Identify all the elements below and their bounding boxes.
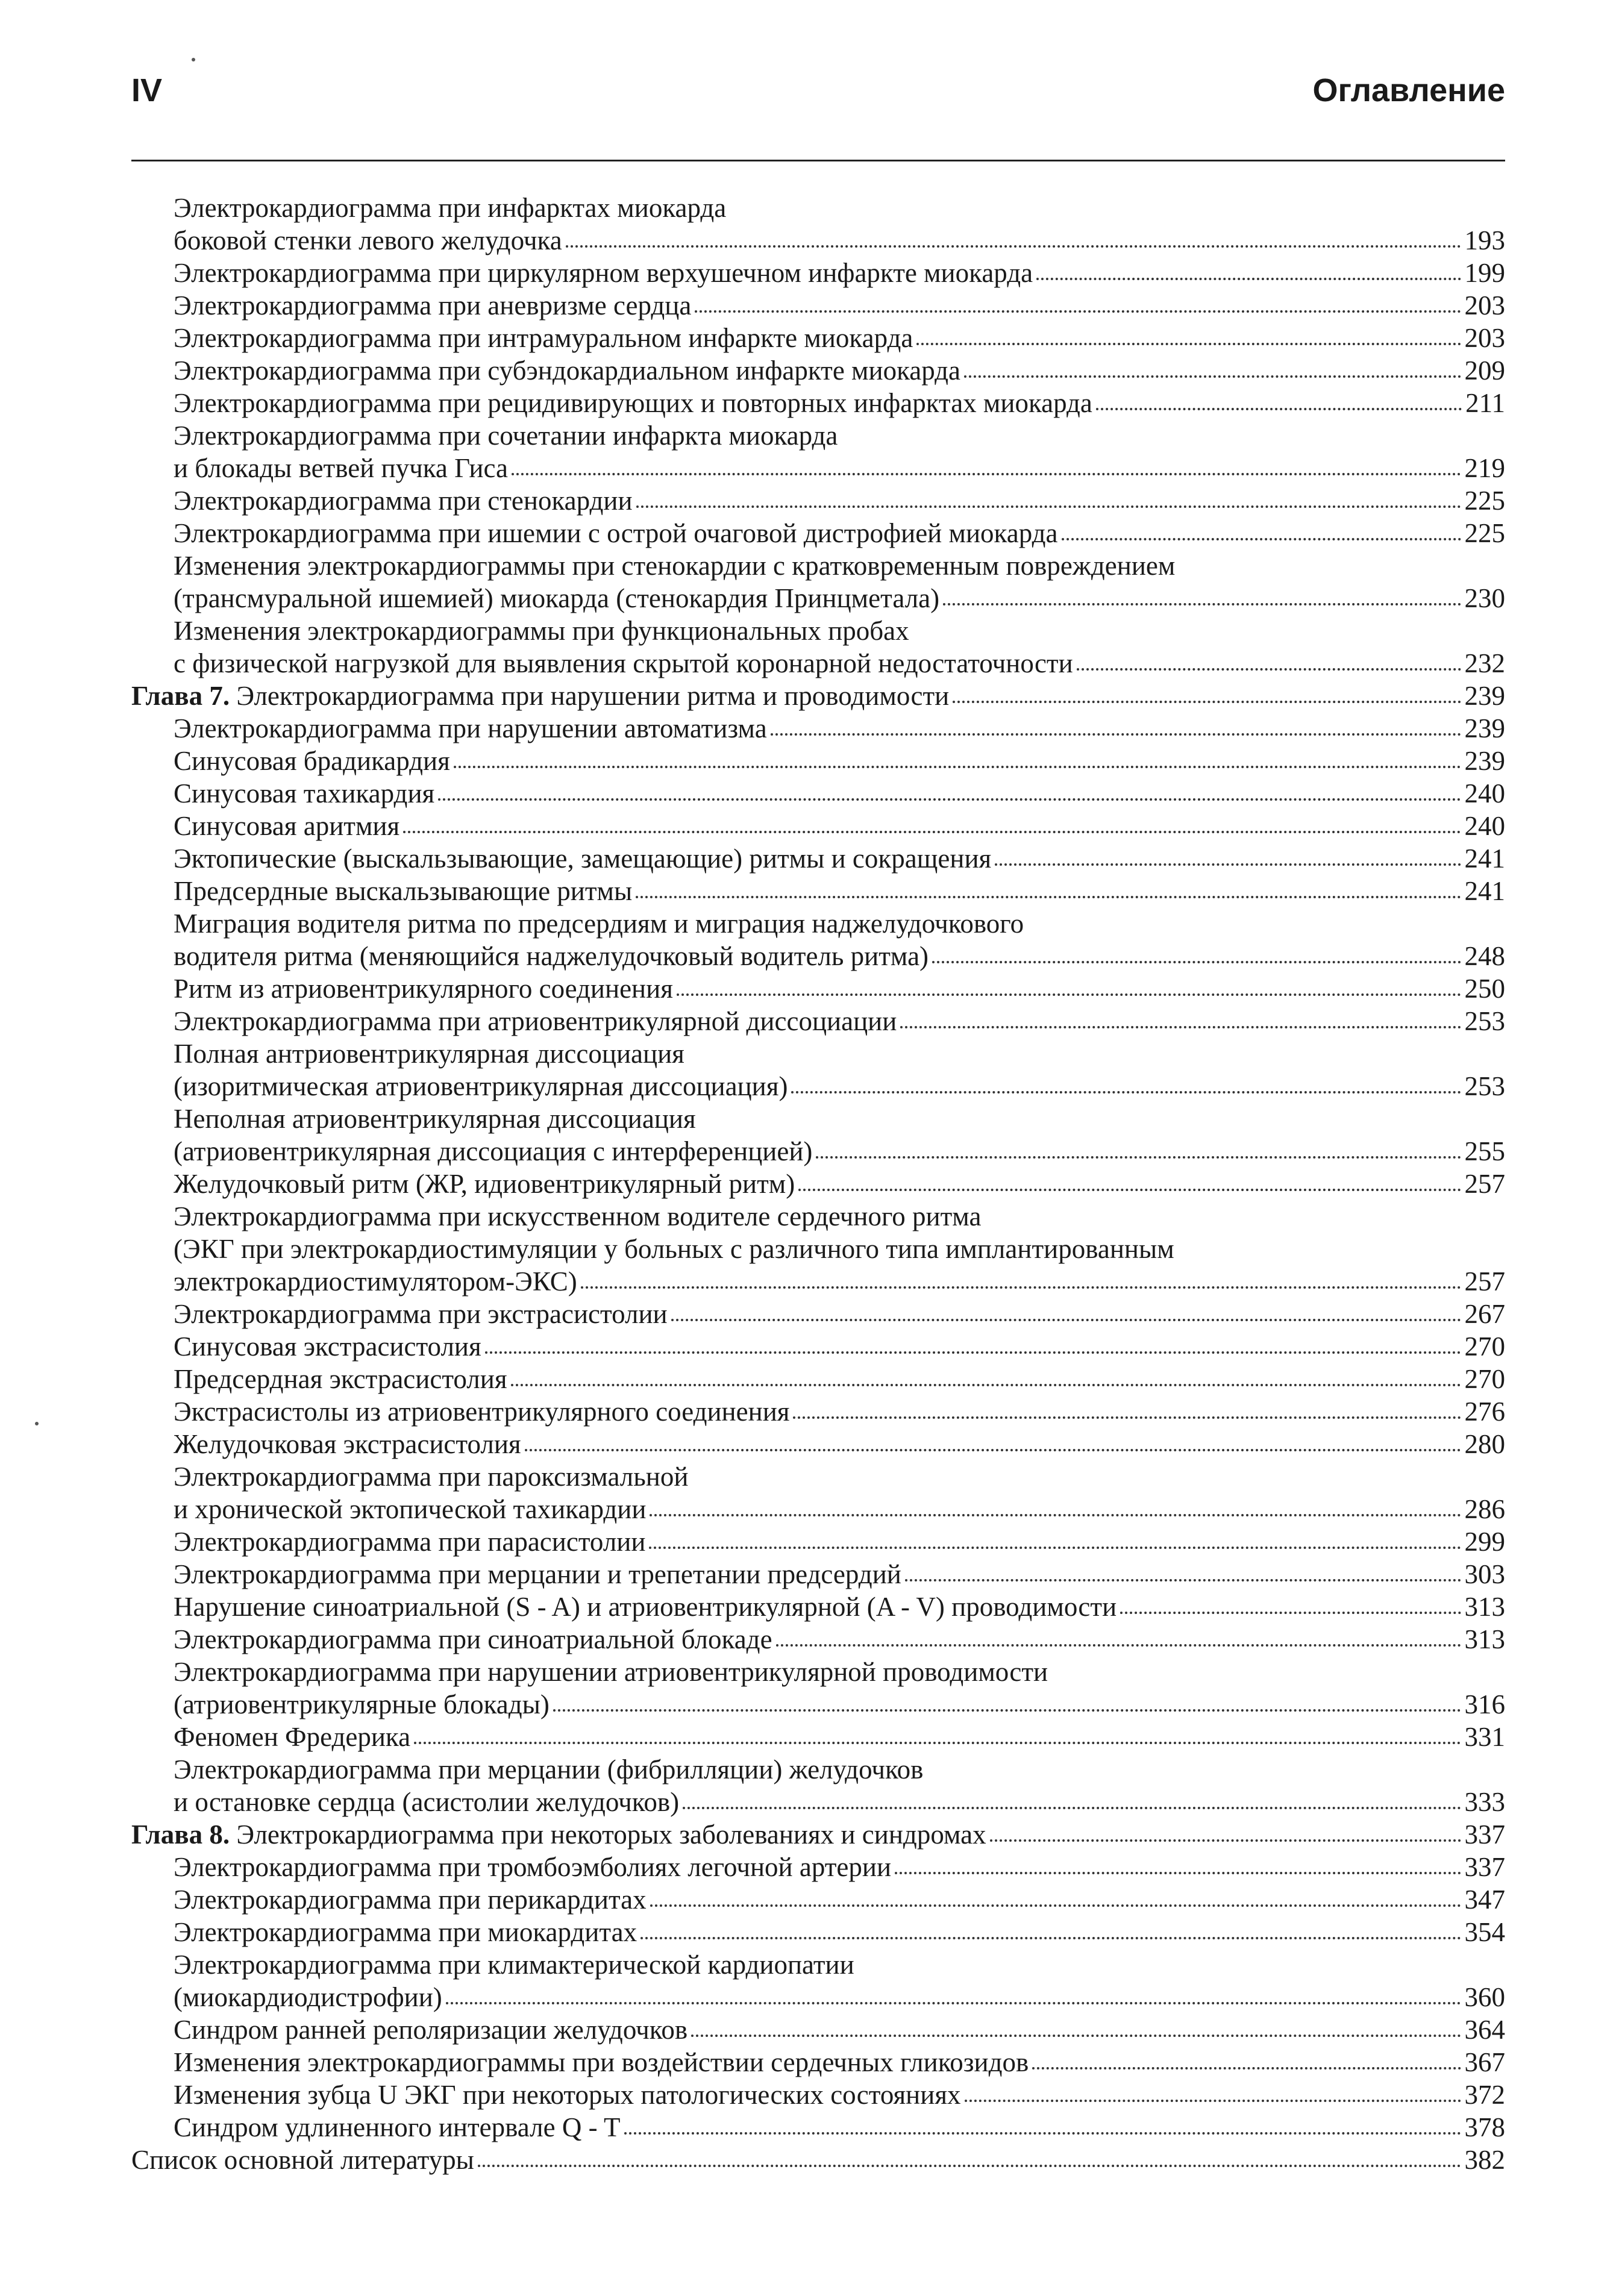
toc-entry-title: и блокады ветвей пучка Гиса <box>174 453 509 483</box>
toc-entry-title: Миграция водителя ритма по предсердиям и миграция наджелудочкового <box>174 909 1024 939</box>
toc-page-number: 257 <box>1464 1266 1505 1297</box>
toc-page-number: 337 <box>1464 1852 1505 1882</box>
toc-entry-title: Эктопические (выскальзывающие, замещающие) ритмы и сокращения <box>174 843 992 874</box>
toc-entry-title: Электрокардиограмма при климактерической кардиопатии <box>174 1950 854 1980</box>
toc-entry-title: Электрокардиограмма при аневризме сердца <box>174 290 692 321</box>
toc-entry-title: и остановке сердца (асистолии желудочков) <box>174 1787 680 1817</box>
toc-entry-title: Синдром удлиненного интервале Q - T <box>174 2112 621 2142</box>
toc-page-number: 193 <box>1464 225 1505 255</box>
chapter-label: Глава 8. <box>131 1819 230 1850</box>
toc-page-number: 313 <box>1464 1624 1505 1654</box>
toc-entry <box>131 777 1505 810</box>
dot-leader <box>793 1410 1461 1419</box>
chapter-label: Глава 7. <box>131 681 230 711</box>
toc-entry-title: Электрокардиограмма при миокардитах <box>174 1917 637 1947</box>
toc-entry-title: Синусовая брадикардия <box>174 746 450 776</box>
toc-entry-title: (миокардиодистрофии) <box>174 1982 442 2012</box>
dot-leader <box>414 1736 1461 1744</box>
toc-page-number: 209 <box>1464 355 1505 386</box>
dot-leader <box>1096 402 1462 410</box>
toc-entry <box>131 1428 1505 1460</box>
toc-entry-title: Изменения зубца U ЭКГ при некоторых патологических состояниях <box>174 2080 961 2110</box>
toc-entry-title: водителя ритма (меняющийся наджелудочковый водитель ритма) <box>174 941 929 971</box>
dot-leader <box>446 1996 1461 2004</box>
toc-entry <box>131 972 1505 1005</box>
toc-page-number: 199 <box>1464 258 1505 288</box>
toc-page-number: 270 <box>1464 1364 1505 1394</box>
toc-entry-title: (изоритмическая атриовентрикулярная диссоциация) <box>174 1071 788 1101</box>
toc-entry-title: Синусовая тахикардия <box>174 778 435 809</box>
toc-entry-title: Электрокардиограмма при нарушении автоматизма <box>174 713 767 743</box>
toc-entry <box>131 1037 1505 1070</box>
toc-entry <box>131 549 1505 582</box>
toc-page-number: 280 <box>1464 1429 1505 1459</box>
toc-entry <box>131 1135 1505 1168</box>
toc-entry-title: Изменения электрокардиограммы при функциональных пробах <box>174 616 909 646</box>
table-of-contents <box>131 192 1505 2176</box>
toc-entry-title: Электрокардиограмма при циркулярном верхушечном инфаркте миокарда <box>174 258 1033 288</box>
toc-page-number: 286 <box>1464 1494 1505 1524</box>
toc-entry-title: Ритм из атриовентрикулярного соединения <box>174 974 673 1004</box>
toc-entry-title: Электрокардиограмма при рецидивирующих и повторных инфарктах миокарда <box>174 388 1092 418</box>
toc-entry-title: Нарушение синоатриальной (S - A) и атриовентрикулярной (A - V) проводимости <box>174 1592 1117 1622</box>
toc-entry <box>131 1688 1505 1721</box>
toc-entry-title: (атриовентрикулярные блокады) <box>174 1689 550 1719</box>
dot-leader <box>478 2159 1461 2167</box>
toc-page-number: 337 <box>1464 1819 1505 1850</box>
toc-entry <box>131 2144 1505 2176</box>
toc-entry <box>131 1168 1505 1200</box>
toc-entry <box>131 582 1505 615</box>
toc-entry <box>131 1916 1505 1948</box>
dot-leader <box>943 597 1461 605</box>
dot-leader <box>485 1345 1461 1354</box>
toc-entry-title: и хронической эктопической тахикардии <box>174 1494 647 1524</box>
header-rule <box>131 160 1505 161</box>
toc-page-number: 250 <box>1464 974 1505 1004</box>
toc-entry-title: Электрокардиограмма при синоатриальной блокаде <box>174 1624 772 1654</box>
toc-entry-title: Электрокардиограмма при мерцании и трепетании предсердий <box>174 1559 901 1589</box>
dot-leader <box>953 695 1461 703</box>
toc-entry <box>131 452 1505 484</box>
dot-leader <box>512 467 1461 475</box>
toc-page-number: 299 <box>1464 1527 1505 1557</box>
dot-leader <box>683 1801 1461 1809</box>
toc-entry <box>131 1070 1505 1103</box>
toc-page-number: 257 <box>1464 1169 1505 1199</box>
toc-page-number: 211 <box>1465 388 1505 418</box>
toc-entry-title: Желудочковая экстрасистолия <box>174 1429 521 1459</box>
page-header <box>131 66 1505 127</box>
dot-leader <box>636 499 1461 508</box>
dot-leader <box>900 1020 1461 1028</box>
toc-page-number: 241 <box>1464 876 1505 906</box>
dot-leader <box>1062 532 1461 540</box>
toc-entry-title: Электрокардиограмма при пароксизмальной <box>174 1462 689 1492</box>
dot-leader <box>965 2094 1461 2102</box>
toc-entry <box>131 387 1505 419</box>
toc-entry-title: Электрокардиограмма при интрамуральном инфаркте миокарда <box>174 323 913 353</box>
toc-page-number: 372 <box>1464 2080 1505 2110</box>
toc-entry-title: Полная антриовентрикулярная диссоциация <box>174 1039 684 1069</box>
toc-page-number: 240 <box>1464 778 1505 809</box>
toc-entry-title: Желудочковый ритм (ЖР, идиовентрикулярный ритм) <box>174 1169 795 1199</box>
toc-chapter-entry <box>131 680 1505 712</box>
toc-entry <box>131 1460 1505 1493</box>
toc-entry-title: Электрокардиограмма при стенокардии <box>174 486 633 516</box>
toc-entry-title: Электрокардиограмма при ишемии с острой очаговой дистрофией миокарда <box>174 518 1058 548</box>
toc-entry-title: Феномен Фредерика <box>174 1722 411 1752</box>
dot-leader <box>403 825 1461 833</box>
toc-page-number: 225 <box>1464 486 1505 516</box>
toc-entry <box>131 517 1505 549</box>
toc-page-number: 230 <box>1464 583 1505 613</box>
dot-leader <box>964 369 1461 378</box>
dot-leader <box>640 1931 1461 1939</box>
toc-page-number: 347 <box>1464 1885 1505 1915</box>
toc-page-number: 203 <box>1464 323 1505 353</box>
toc-entry <box>131 615 1505 647</box>
toc-entry <box>131 289 1505 322</box>
toc-entry-title: Предсердные выскальзывающие ритмы <box>174 876 633 906</box>
toc-entry-title: Список основной литературы <box>131 2145 474 2175</box>
toc-entry-title: Электрокардиограмма при нарушении ритма и проводимости <box>236 681 950 711</box>
toc-entry <box>131 1981 1505 2013</box>
toc-entry <box>131 192 1505 224</box>
dot-leader <box>798 1183 1461 1191</box>
toc-entry-title: (ЭКГ при электрокардиостимуляции у больных с различного типа имплантированным <box>174 1234 1174 1264</box>
dot-leader <box>990 1833 1461 1842</box>
toc-entry-title: Изменения электрокардиограммы при стенокардии с кратковременным повреждением <box>174 551 1176 581</box>
toc-entry-title: Синдром ранней реполяризации желудочков <box>174 2015 688 2045</box>
toc-entry <box>131 810 1505 842</box>
toc-entry <box>131 1786 1505 1818</box>
toc-entry <box>131 1753 1505 1786</box>
toc-entry <box>131 2013 1505 2046</box>
toc-entry <box>131 1298 1505 1330</box>
toc-entry <box>131 1233 1505 1265</box>
dot-leader <box>650 1508 1461 1516</box>
toc-entry <box>131 1591 1505 1623</box>
toc-entry-title: (атриовентрикулярная диссоциация с интерференцией) <box>174 1136 813 1166</box>
toc-entry <box>131 1851 1505 1883</box>
toc-entry <box>131 1525 1505 1558</box>
dot-leader <box>650 1898 1461 1907</box>
toc-page-number: 225 <box>1464 518 1505 548</box>
toc-entry <box>131 354 1505 387</box>
toc-page-number: 333 <box>1464 1787 1505 1817</box>
toc-entry-title: Электрокардиограмма при атриовентрикулярной диссоциации <box>174 1006 897 1036</box>
toc-entry-title: Электрокардиограмма при парасистолии <box>174 1527 646 1557</box>
toc-page-number: 253 <box>1464 1006 1505 1036</box>
dot-leader <box>511 1378 1461 1386</box>
toc-entry <box>131 1883 1505 1916</box>
toc-page-number: 239 <box>1464 746 1505 776</box>
toc-page-number: 367 <box>1464 2047 1505 2077</box>
toc-page-number: 378 <box>1464 2112 1505 2142</box>
dot-leader <box>932 955 1461 963</box>
toc-page-number: 255 <box>1464 1136 1505 1166</box>
toc-page-number: 270 <box>1464 1331 1505 1362</box>
dot-leader <box>1120 1606 1461 1614</box>
toc-entry <box>131 1265 1505 1298</box>
toc-entry <box>131 842 1505 875</box>
toc-entry <box>131 907 1505 940</box>
toc-entry <box>131 1493 1505 1525</box>
dot-leader <box>691 2029 1461 2037</box>
dot-leader <box>671 1313 1461 1321</box>
toc-page-number: 240 <box>1464 811 1505 841</box>
toc-chapter-entry <box>131 1818 1505 1851</box>
toc-page-number: 276 <box>1464 1397 1505 1427</box>
toc-entry <box>131 257 1505 289</box>
toc-entry-title: Неполная атриовентрикулярная диссоциация <box>174 1104 696 1134</box>
toc-page-number: 316 <box>1464 1689 1505 1719</box>
dot-leader <box>695 304 1461 313</box>
toc-page-number: 232 <box>1464 648 1505 678</box>
toc-entry <box>131 1623 1505 1656</box>
toc-entry <box>131 2046 1505 2079</box>
toc-page-number: 219 <box>1464 453 1505 483</box>
toc-entry-title: Электрокардиограмма при перикардитах <box>174 1885 647 1915</box>
toc-entry-title: Электрокардиограмма при искусственном водителе сердечного ритма <box>174 1201 982 1231</box>
toc-entry <box>131 1363 1505 1395</box>
toc-entry <box>131 484 1505 517</box>
toc-entry-title: Электрокардиограмма при тромбоэмболиях легочной артерии <box>174 1852 892 1882</box>
dot-leader <box>1032 2061 1461 2069</box>
toc-entry <box>131 1656 1505 1688</box>
toc-entry <box>131 940 1505 972</box>
dot-leader <box>677 987 1461 996</box>
toc-page-number: 303 <box>1464 1559 1505 1589</box>
dot-leader <box>895 1866 1461 1874</box>
toc-entry <box>131 1330 1505 1363</box>
toc-entry-title: (трансмуральной ишемией) миокарда (стенокардия Принцметала) <box>174 583 940 613</box>
toc-entry-title: Электрокардиограмма при инфарктах миокарда <box>174 193 727 223</box>
speck <box>35 1422 39 1425</box>
toc-page-number: 354 <box>1464 1917 1505 1947</box>
toc-entry-title: Электрокардиограмма при некоторых заболеваниях и синдромах <box>236 1819 986 1850</box>
dot-leader <box>581 1280 1461 1289</box>
toc-page-number: 239 <box>1464 681 1505 711</box>
toc-entry <box>131 419 1505 452</box>
toc-page-number: 241 <box>1464 843 1505 874</box>
toc-page-number: 364 <box>1464 2015 1505 2045</box>
toc-page-number: 382 <box>1464 2145 1505 2175</box>
toc-entry <box>131 1395 1505 1428</box>
dot-leader <box>1036 272 1461 280</box>
toc-entry-title: Синусовая аритмия <box>174 811 400 841</box>
toc-entry <box>131 1948 1505 1981</box>
dot-leader <box>776 1638 1461 1647</box>
toc-entry <box>131 875 1505 907</box>
toc-entry <box>131 1103 1505 1135</box>
dot-leader <box>1077 662 1461 671</box>
toc-entry-title: Экстрасистолы из атриовентрикулярного соединения <box>174 1397 790 1427</box>
dot-leader <box>525 1443 1461 1451</box>
toc-entry-title: Электрокардиограмма при экстрасистолии <box>174 1299 668 1329</box>
toc-entry <box>131 1558 1505 1591</box>
dot-leader <box>566 239 1461 248</box>
dot-leader <box>995 857 1461 866</box>
toc-entry-title: Синусовая экстрасистолия <box>174 1331 481 1362</box>
toc-entry-title: Электрокардиограмма при нарушении атриовентрикулярной проводимости <box>174 1657 1048 1687</box>
toc-page-number: 360 <box>1464 1982 1505 2012</box>
toc-entry-title: Электрокардиограмма при мерцании (фибрилляции) желудочков <box>174 1754 924 1785</box>
page-number: IV <box>131 72 163 108</box>
toc-entry <box>131 745 1505 777</box>
dot-leader <box>816 1150 1461 1159</box>
toc-page-number: 253 <box>1464 1071 1505 1101</box>
dot-leader <box>791 1085 1461 1093</box>
toc-page-number: 331 <box>1464 1722 1505 1752</box>
dot-leader <box>916 337 1461 345</box>
dot-leader <box>649 1541 1461 1549</box>
toc-entry <box>131 1721 1505 1753</box>
toc-page-number: 248 <box>1464 941 1505 971</box>
speck <box>192 58 195 61</box>
toc-entry-title: с физической нагрузкой для выявления скрытой коронарной недостаточности <box>174 648 1073 678</box>
toc-entry <box>131 1005 1505 1037</box>
toc-entry <box>131 647 1505 680</box>
running-head: Оглавление <box>1312 72 1505 108</box>
dot-leader <box>624 2126 1461 2135</box>
toc-entry-title: Изменения электрокардиограммы при воздействии сердечных гликозидов <box>174 2047 1029 2077</box>
toc-entry-title: боковой стенки левого желудочка <box>174 225 562 255</box>
toc-entry <box>131 712 1505 745</box>
toc-entry-title: Электрокардиограмма при субэндокардиальном инфаркте миокарда <box>174 355 961 386</box>
toc-page-number: 267 <box>1464 1299 1505 1329</box>
dot-leader <box>454 760 1461 768</box>
toc-entry <box>131 2079 1505 2111</box>
toc-entry <box>131 224 1505 257</box>
dot-leader <box>636 890 1461 898</box>
dot-leader <box>771 727 1461 736</box>
dot-leader <box>438 792 1461 801</box>
dot-leader <box>905 1573 1461 1581</box>
toc-entry-title: Предсердная экстрасистолия <box>174 1364 507 1394</box>
toc-page-number: 313 <box>1464 1592 1505 1622</box>
toc-entry-title: электрокардиостимулятором-ЭКС) <box>174 1266 577 1297</box>
toc-page-number: 239 <box>1464 713 1505 743</box>
toc-entry <box>131 1200 1505 1233</box>
toc-page-number: 203 <box>1464 290 1505 321</box>
toc-entry-title: Электрокардиограмма при сочетании инфаркта миокарда <box>174 421 838 451</box>
toc-entry <box>131 322 1505 354</box>
toc-entry <box>131 2111 1505 2144</box>
dot-leader <box>553 1703 1461 1712</box>
